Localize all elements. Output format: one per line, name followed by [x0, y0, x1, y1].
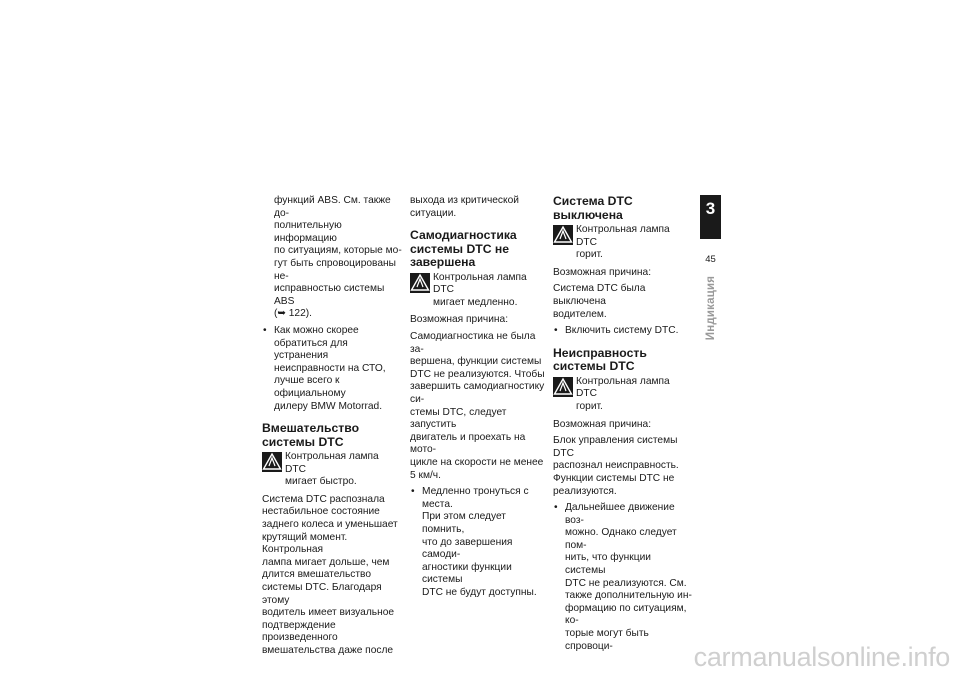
warning-lamp-text: Контрольная лампа DTC мигает медленно.	[433, 271, 527, 308]
bullet-text: Дальнейшее движение воз- можно. Однако следует пом- нить, что функции системы DTC не реализуются. См. также дополнительную ин- формацию по ситуациям, ко- торые могут быть спровоци-	[565, 502, 692, 652]
bullet-text: Медленно тронуться с места. При этом следует помнить, что до завершения самоди- агностики функции системы DTC не будут доступны.	[422, 486, 537, 598]
bullet-glyph: •	[554, 325, 558, 337]
chapter-title-vertical: Индикация	[705, 275, 717, 341]
possible-cause-label: Возможная причина:	[410, 314, 509, 326]
section-heading-self-diagnosis: Самодиагностика системы DTC не завершена	[410, 228, 517, 270]
dtc-warning-icon	[553, 377, 573, 397]
bullet-glyph: •	[263, 324, 267, 336]
warning-lamp-note	[262, 451, 402, 489]
page-number: 45	[705, 254, 716, 265]
possible-cause-label: Возможная причина:	[553, 418, 652, 430]
bullet-text: Включить систему DTC.	[565, 325, 679, 337]
bullet-item	[410, 486, 550, 599]
bullet-glyph: •	[411, 486, 415, 498]
warning-lamp-note	[553, 224, 693, 262]
warning-lamp-text: Контрольная лампа DTC горит.	[576, 224, 670, 261]
section-heading-dtc-off: Система DTC выключена	[553, 194, 633, 222]
paragraph-dtc-description: Система DTC распознала нестабильное состояние заднего колеса и уменьшает крутящий момент. Контрольная лампа мигает дольше, чем длится вмешательство системы DTC. Благодаря этому водитель имеет визуальное подтверждение произведенного вмешательства даже после	[262, 493, 398, 656]
warning-lamp-text: Контрольная лампа DTC мигает быстро.	[285, 451, 379, 488]
paragraph-abs-continuation: функций ABS. См. также до- полнительную информацию по ситуациям, которые мо- гут быть спровоцированы не- исправностью системы ABS (➥ 122).	[274, 195, 402, 320]
possible-cause-label: Возможная причина:	[553, 266, 652, 278]
paragraph-dtc-fault: Блок управления системы DTC распознал неисправность. Функции системы DTC не реализуются.	[553, 435, 679, 497]
dtc-warning-icon	[410, 273, 430, 293]
paragraph-dtc-off: Система DTC была выключена водителем.	[553, 283, 646, 320]
bullet-text: Как можно скорее обратиться для устранения неисправности на СТО, лучше всего к официальному дилеру BMW Motorrad.	[274, 324, 386, 412]
warning-lamp-note	[553, 376, 693, 414]
section-heading-dtc-fault: Неисправность системы DTC	[553, 345, 647, 374]
paragraph-continuation: выхода из критической ситуации.	[410, 195, 519, 219]
warning-lamp-text: Контрольная лампа DTC горит.	[576, 375, 670, 412]
text-column-3	[553, 195, 693, 657]
warning-lamp-note	[410, 272, 550, 310]
dtc-warning-icon	[262, 452, 282, 472]
watermark: carmanualsonline.info	[693, 642, 950, 672]
text-column-1	[262, 195, 402, 662]
bullet-item	[553, 325, 693, 338]
bullet-item	[553, 502, 693, 653]
text-column-2	[410, 195, 550, 604]
bullet-item	[262, 325, 402, 413]
section-heading-dtc-intervention: Вмешательство системы DTC	[262, 421, 360, 449]
bullet-glyph: •	[554, 502, 558, 514]
dtc-warning-icon	[553, 225, 573, 245]
paragraph-self-diagnosis: Самодиагностика не была за- вершена, функции системы DTC не реализуются. Чтобы завершить самодиагностику си- стемы DTC, следует запустить двигатель и проехать на мото- цикле на скорости не менее 5 км/ч.	[410, 331, 545, 481]
chapter-number: 3	[705, 199, 716, 218]
chapter-number-box	[700, 195, 721, 239]
